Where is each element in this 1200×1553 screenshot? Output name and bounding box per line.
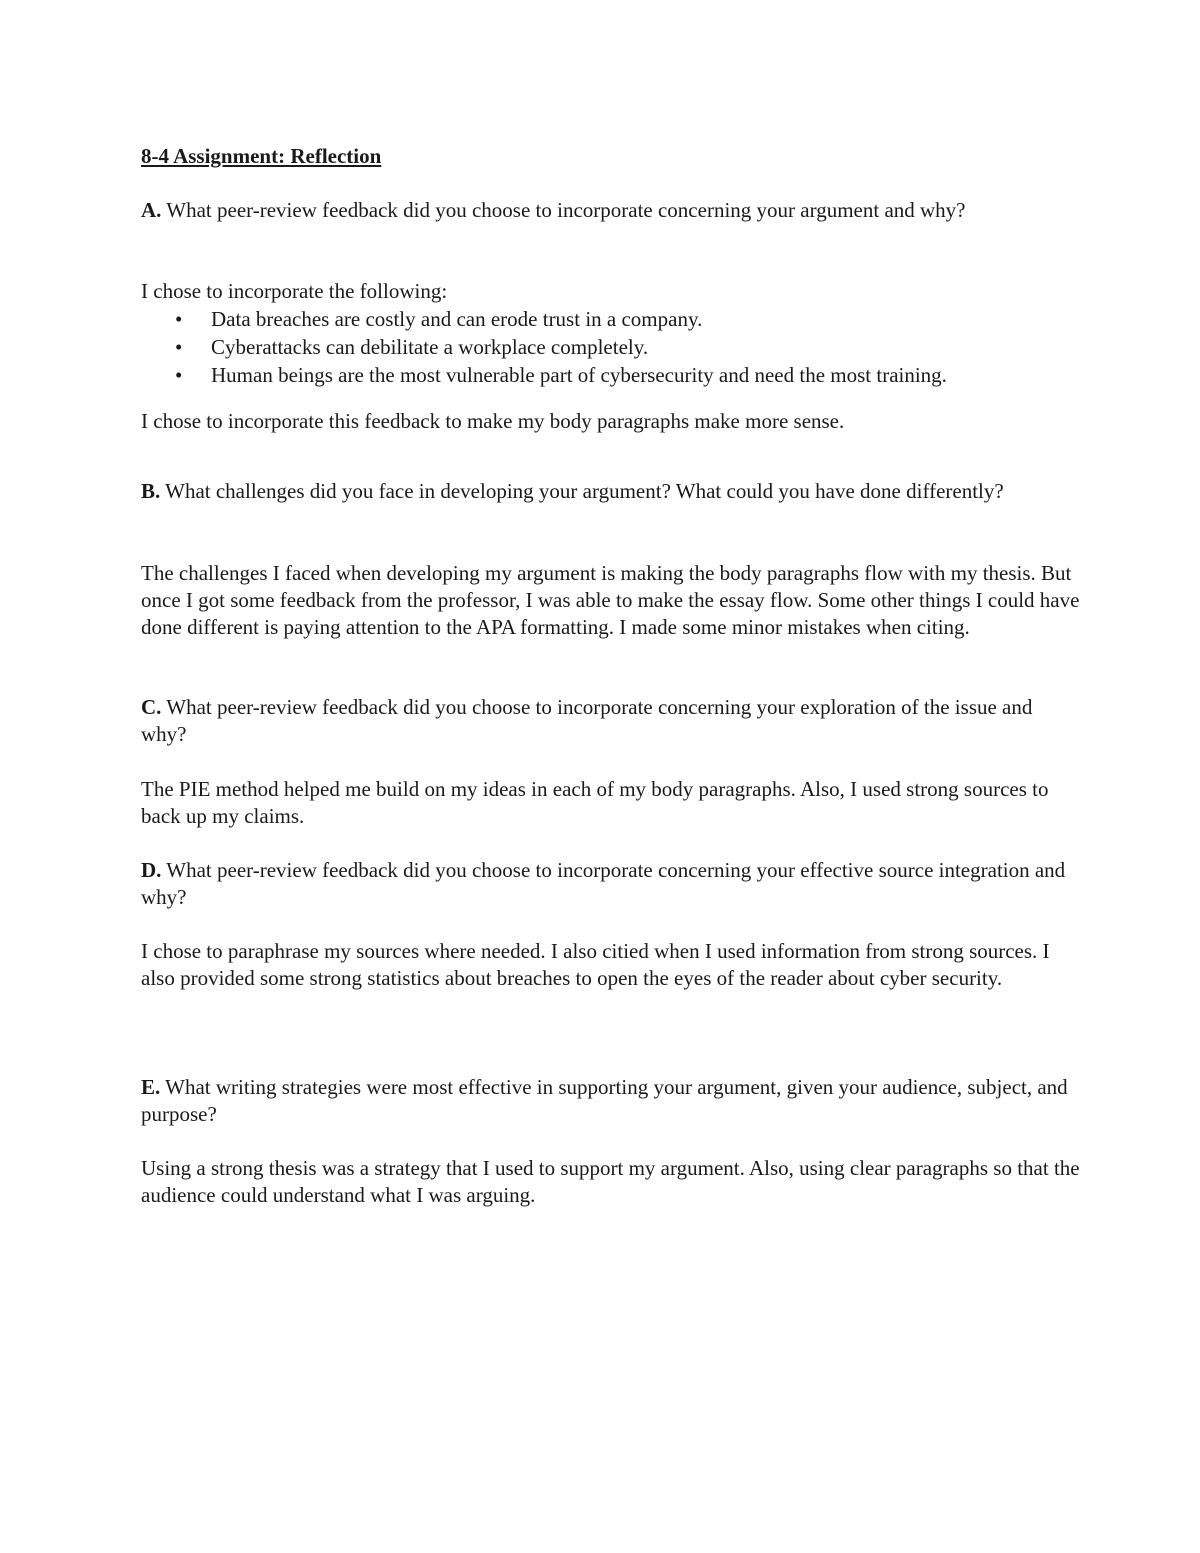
question-c-text: What peer-review feedback did you choose to incorporate concerning your exploration of the issue and why? — [141, 695, 1033, 746]
question-a — [141, 197, 1081, 224]
answer-a-intro: I chose to incorporate the following: — [141, 279, 448, 303]
list-item: • Human beings are the most vulnerable part of cybersecurity and need the most training. — [175, 363, 947, 387]
question-b-text: What challenges did you face in developing your argument? What could you have done differently? — [160, 479, 1004, 503]
bullet-icon: • — [175, 307, 183, 331]
bullet-icon: • — [175, 363, 183, 387]
question-c — [141, 694, 1081, 748]
question-e — [141, 1074, 1081, 1128]
bullet-icon: • — [175, 335, 183, 359]
answer-d-text: I chose to paraphrase my sources where needed. I also citied when I used information from strong sources. I also provided some strong statistics about breaches to open the eyes of the reader about cyber security. — [141, 939, 1050, 990]
question-e-text: What writing strategies were most effective in supporting your argument, given your audience, subject, and purpose? — [141, 1075, 1068, 1126]
question-b-letter: B. — [141, 479, 161, 503]
list-item: • Cyberattacks can debilitate a workplace completely. — [175, 335, 649, 359]
question-e-letter: E. — [141, 1075, 161, 1099]
answer-e-text: Using a strong thesis was a strategy that I used to support my argument. Also, using clear paragraphs so that the audience could understand what I was arguing. — [141, 1156, 1080, 1207]
question-d — [141, 857, 1081, 911]
question-a-text: What peer-review feedback did you choose to incorporate concerning your argument and why? — [161, 198, 966, 222]
question-c-letter: C. — [141, 695, 162, 719]
answer-a-text: I chose to incorporate this feedback to make my body paragraphs make more sense. — [141, 409, 845, 433]
list-item: • Data breaches are costly and can erode trust in a company. — [175, 307, 703, 331]
answer-a-bullet-list — [141, 306, 1081, 390]
answer-c-text: The PIE method helped me build on my ideas in each of my body paragraphs. Also, I used strong sources to back up my claims. — [141, 777, 1049, 828]
question-b — [141, 478, 1081, 505]
document-title: 8-4 Assignment: Reflection — [141, 144, 382, 168]
question-d-letter: D. — [141, 858, 162, 882]
answer-b-text: The challenges I faced when developing my argument is making the body paragraphs flow with my thesis. But once I got some feedback from the professor, I was able to make the essay flow. Some other things I could have done different is paying attention to the APA formatting. I made some minor mistakes when citing. — [141, 561, 1080, 639]
question-d-text: What peer-review feedback did you choose to incorporate concerning your effective source integration and why? — [141, 858, 1066, 909]
question-a-letter: A. — [141, 198, 162, 222]
